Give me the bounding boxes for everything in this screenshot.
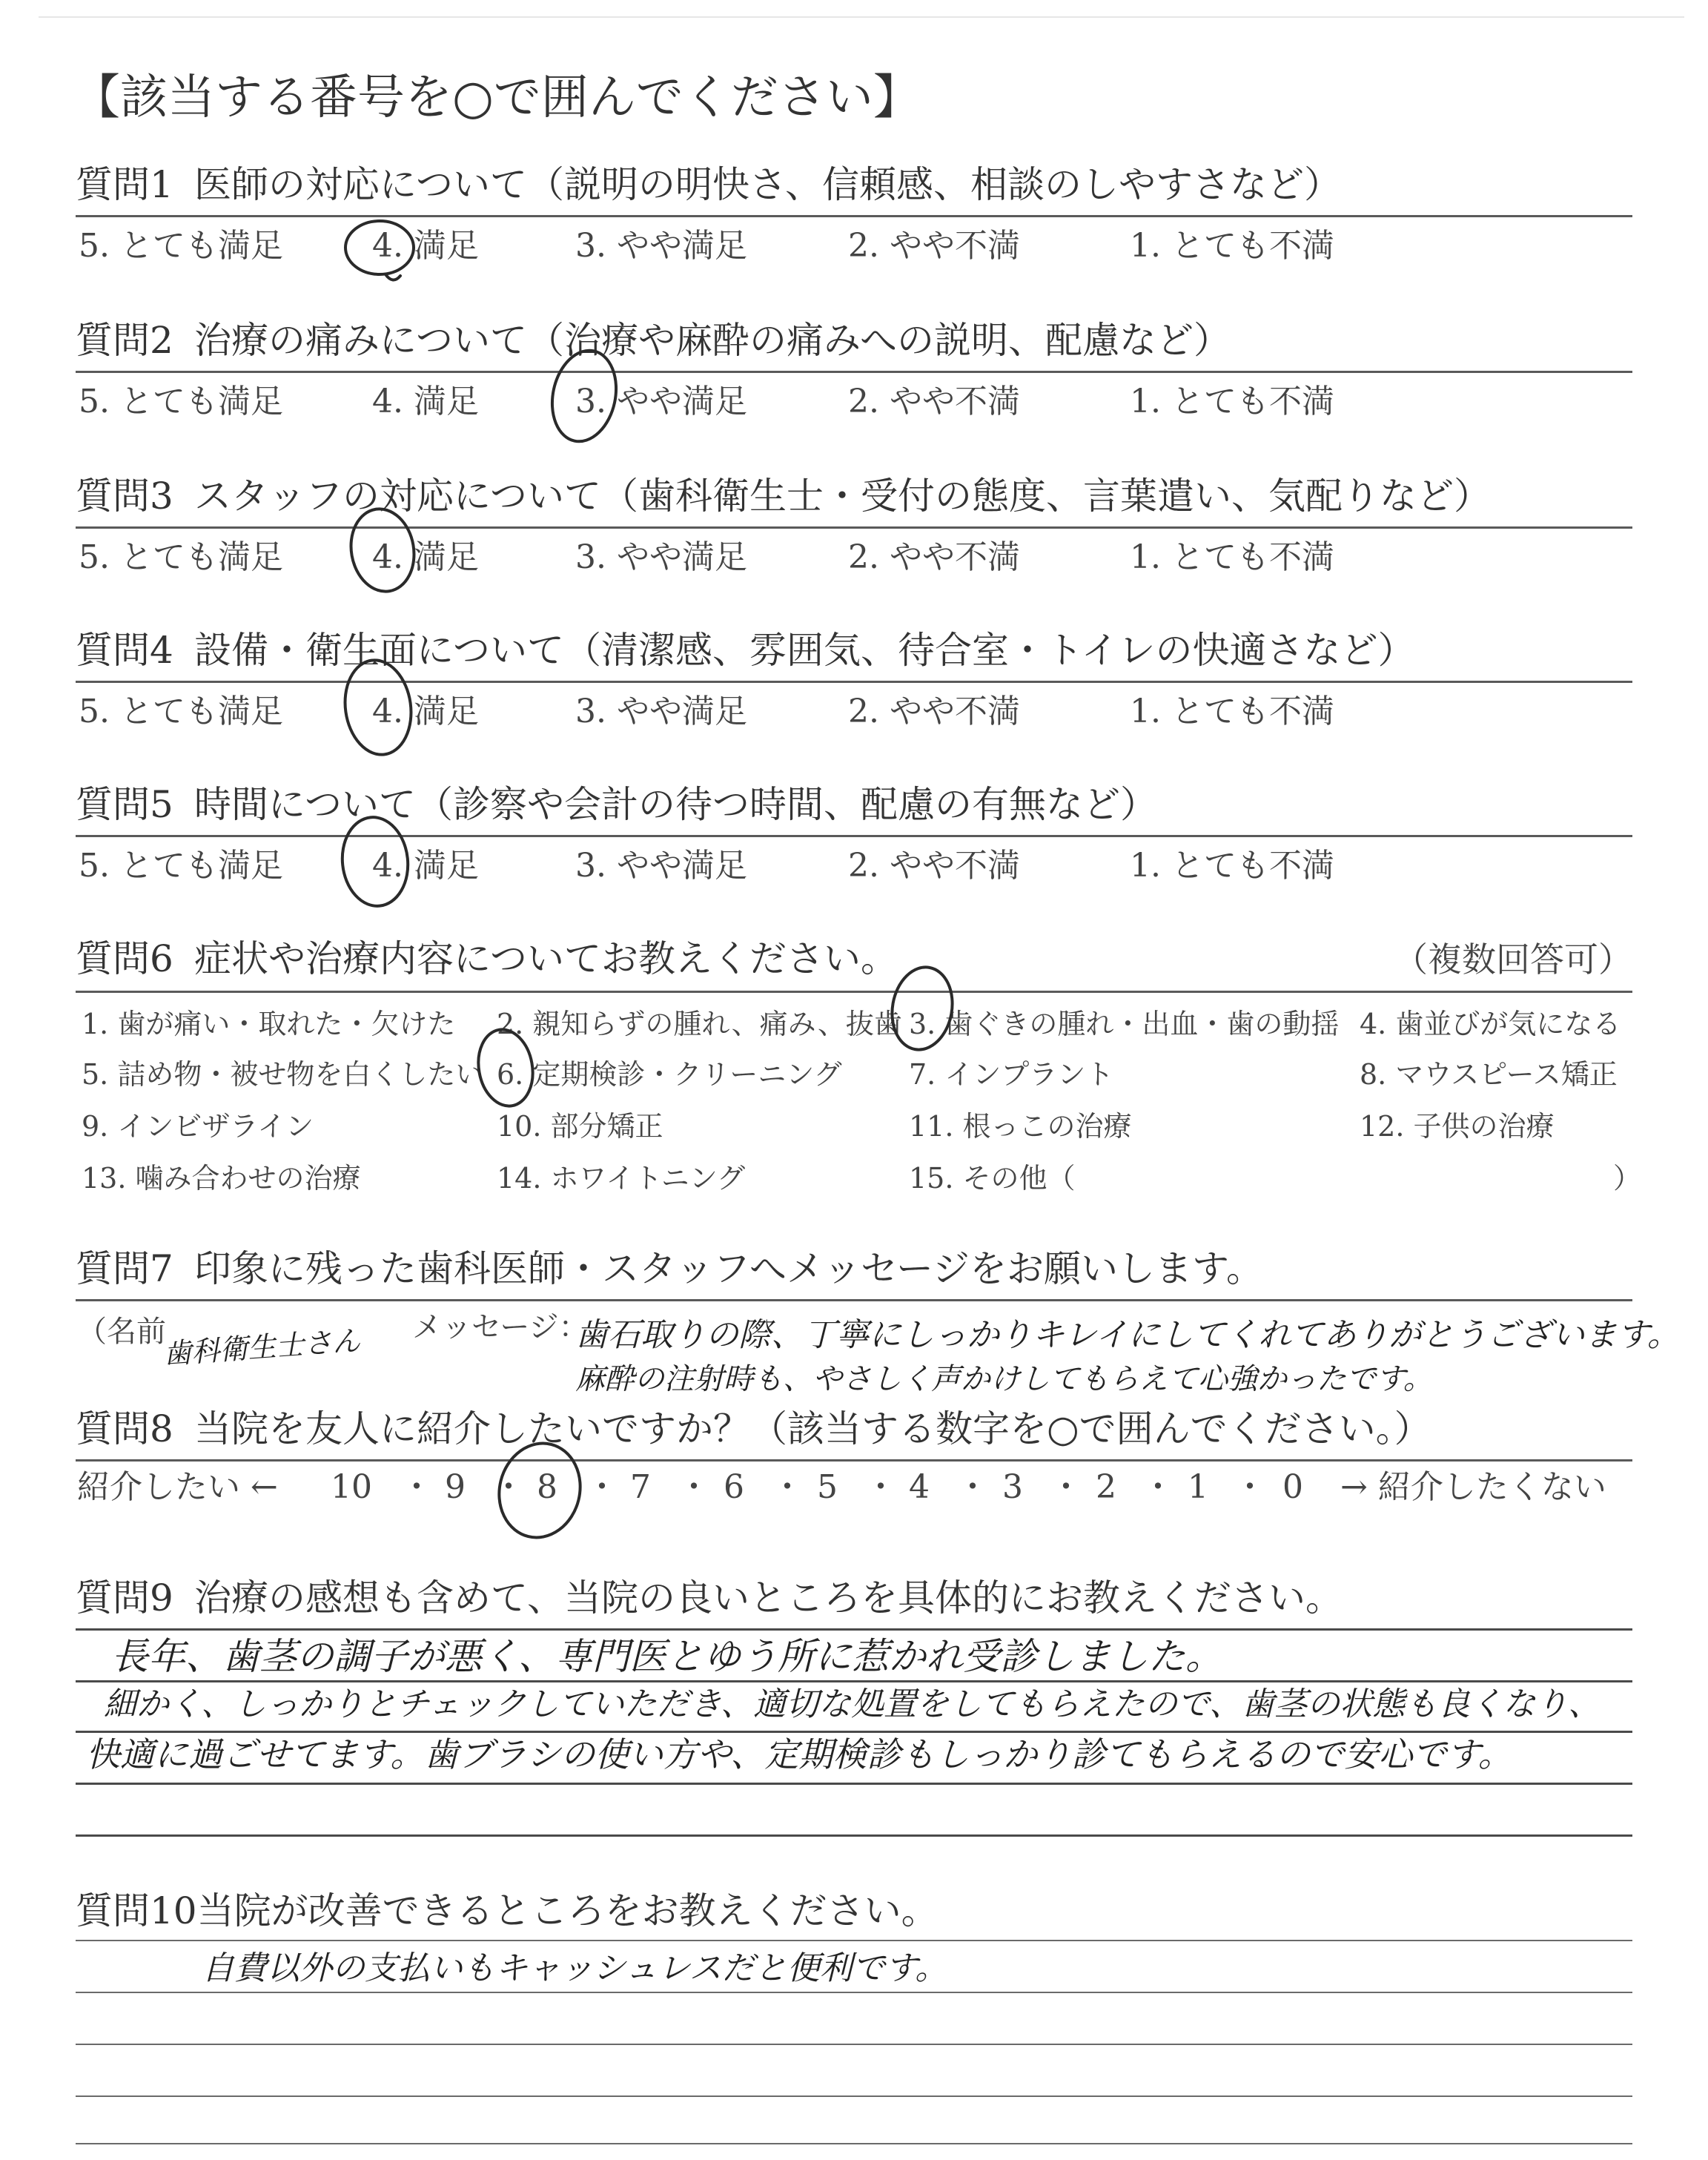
question-text: 印象に残った歯科医師・スタッフへメッセージをお願いします。	[194, 1247, 1263, 1290]
q3-option-3[interactable]: 3. やや満足	[575, 538, 747, 576]
q9-answer-line-2[interactable]: 細かく、しっかりとチェックしていただき、適切な処置をしてもらえたので、歯茎の状態も良くなり、	[104, 1685, 1601, 1723]
q3-option-1[interactable]: 1. とても不満	[1130, 538, 1334, 576]
message-label: メッセージ：	[412, 1310, 589, 1344]
q10-answer-line-1[interactable]: 自費以外の支払いもキャッシュレスだと便利です。	[202, 1949, 948, 1987]
q4-option-5[interactable]: 5. とても満足	[79, 693, 283, 730]
question-text: 医師の対応について（説明の明快さ、信頼感、相談のしやすさなど）	[194, 163, 1341, 206]
question-text: 症状や治療内容についてお教えください。	[194, 937, 898, 980]
q6-option-4[interactable]: 4. 歯並びが気になる	[1360, 1008, 1621, 1040]
scale-dot: ・	[771, 1468, 804, 1506]
q6-option-12[interactable]: 12. 子供の治療	[1360, 1110, 1555, 1143]
q5-option-4[interactable]: 4. 満足	[372, 847, 479, 885]
q1-selection-mark	[345, 221, 414, 274]
q6-option-11[interactable]: 11. 根っこの治療	[909, 1110, 1132, 1143]
recommend-right-label: → 紹介したくない	[1340, 1468, 1606, 1506]
question-label: 質問2	[76, 319, 173, 362]
q1-selection-tail	[385, 274, 400, 280]
q1-option-2[interactable]: 2. やや不満	[848, 227, 1020, 265]
name-label: （名前	[77, 1315, 166, 1349]
form-header: 【該当する番号を○で囲んでください】	[73, 70, 921, 125]
question-label: 質問1	[76, 163, 173, 206]
question-label: 質問7	[76, 1247, 173, 1290]
q6-option-6-mark	[473, 1025, 539, 1111]
q6-option-6[interactable]: 6. 定期検診・クリーニング	[497, 1058, 842, 1091]
q6-option-15-close: ）	[1613, 1162, 1642, 1195]
scale-dot: ・	[400, 1468, 433, 1506]
question-text: 治療の痛みについて（治療や麻酔の痛みへの説明、配慮など）	[194, 319, 1231, 362]
scale-0[interactable]: 0	[1282, 1468, 1303, 1506]
q8-selection-mark	[489, 1435, 590, 1546]
scale-dot: ・	[586, 1468, 618, 1506]
q6-option-14[interactable]: 14. ホワイトニング	[497, 1162, 746, 1195]
question-text: スタッフの対応について（歯科衛生士・受付の態度、言葉遣い、気配りなど）	[194, 475, 1491, 518]
q4-selection-mark	[340, 655, 417, 759]
q6-option-15[interactable]: 15. その他（	[909, 1162, 1076, 1195]
message-line-1[interactable]: 歯石取りの際、丁寧にしっかりキレイにしてくれてありがとうございます。	[575, 1316, 1680, 1354]
q6-option-3[interactable]: 3. 歯ぐきの腫れ・出血・歯の動揺	[909, 1008, 1340, 1040]
q1-option-1[interactable]: 1. とても不満	[1130, 227, 1334, 265]
scale-dot: ・	[678, 1468, 710, 1506]
question-label: 質問4	[76, 629, 173, 672]
q6-option-8[interactable]: 8. マウスピース矯正	[1360, 1058, 1618, 1091]
q6-option-10[interactable]: 10. 部分矯正	[497, 1110, 663, 1143]
scale-dot: ・	[956, 1468, 989, 1506]
scale-4[interactable]: 4	[909, 1468, 930, 1506]
name-value[interactable]: 歯科衛生士さん	[162, 1324, 362, 1371]
question-text: 時間について（診察や会計の待つ時間、配慮の有無など）	[194, 783, 1157, 826]
q1-option-5[interactable]: 5. とても満足	[79, 227, 283, 265]
q3-option-2[interactable]: 2. やや不満	[848, 538, 1020, 576]
q6-option-2[interactable]: 2. 親知らずの腫れ、痛み、抜歯	[497, 1008, 902, 1040]
q3-option-5[interactable]: 5. とても満足	[79, 538, 283, 576]
question-label: 質問5	[76, 783, 173, 826]
recommend-left-label: 紹介したい ←	[77, 1468, 278, 1506]
scale-2[interactable]: 2	[1096, 1468, 1116, 1506]
question-label: 質問6	[76, 937, 173, 980]
q6-option-9[interactable]: 9. インビザライン	[82, 1110, 314, 1143]
q3-option-4[interactable]: 4. 満足	[372, 538, 479, 576]
scale-7[interactable]: 7	[630, 1468, 651, 1506]
q2-option-1[interactable]: 1. とても不満	[1130, 383, 1334, 420]
q2-option-2[interactable]: 2. やや不満	[848, 383, 1020, 420]
q2-option-4[interactable]: 4. 満足	[372, 383, 479, 420]
q1-option-4[interactable]: 4. 満足	[372, 227, 479, 265]
scale-6[interactable]: 6	[724, 1468, 744, 1506]
question-label: 質問8	[76, 1407, 173, 1450]
q6-option-5[interactable]: 5. 詰め物・被せ物を白くしたい	[82, 1058, 484, 1091]
scale-dot: ・	[864, 1468, 897, 1506]
q6-option-1[interactable]: 1. 歯が痛い・取れた・欠けた	[82, 1008, 456, 1040]
q4-option-3[interactable]: 3. やや満足	[575, 693, 747, 730]
scale-dot: ・	[1234, 1468, 1266, 1506]
question-text: 設備・衛生面について（清潔感、雰囲気、待合室・トイレの快適さなど）	[194, 629, 1415, 672]
q6-option-7[interactable]: 7. インプラント	[909, 1058, 1114, 1091]
question-text: 治療の感想も含めて、当院の良いところを具体的にお教えください。	[194, 1576, 1343, 1619]
q2-selection-mark	[544, 345, 624, 448]
question-label: 質問10	[76, 1889, 197, 1932]
q6-option-13[interactable]: 13. 噛み合わせの治療	[82, 1162, 361, 1195]
q2-option-5[interactable]: 5. とても満足	[79, 383, 283, 420]
q4-option-1[interactable]: 1. とても不満	[1130, 693, 1334, 730]
scale-8[interactable]: 8	[537, 1468, 557, 1506]
scale-10[interactable]: 10	[331, 1468, 372, 1506]
question-label: 質問3	[76, 475, 173, 518]
q3-selection-mark	[345, 504, 420, 597]
q5-option-2[interactable]: 2. やや不満	[848, 847, 1020, 885]
q4-option-4[interactable]: 4. 満足	[372, 693, 479, 730]
scale-dot: ・	[1050, 1468, 1082, 1506]
question-label: 質問9	[76, 1576, 173, 1619]
q4-option-2[interactable]: 2. やや不満	[848, 693, 1020, 730]
scale-5[interactable]: 5	[817, 1468, 838, 1506]
q9-answer-line-1[interactable]: 長年、歯茎の調子が悪く、専門医とゆう所に惹かれ受診しました。	[111, 1635, 1222, 1678]
message-line-2[interactable]: 麻酔の注射時も、やさしく声かけしてもらえて心強かったです。	[575, 1362, 1433, 1396]
question-text: 当院が改善できるところをお教えください。	[196, 1889, 939, 1932]
q5-option-3[interactable]: 3. やや満足	[575, 847, 747, 885]
q6-option-3-mark	[886, 962, 959, 1054]
q5-option-1[interactable]: 1. とても不満	[1130, 847, 1334, 885]
q5-selection-mark	[338, 814, 412, 910]
q1-option-3[interactable]: 3. やや満足	[575, 227, 747, 265]
multiple-answer-note: （複数回答可）	[1394, 939, 1632, 980]
q2-option-3[interactable]: 3. やや満足	[575, 383, 747, 420]
scale-dot: ・	[492, 1468, 525, 1506]
scale-1[interactable]: 1	[1188, 1468, 1208, 1506]
q5-option-5[interactable]: 5. とても満足	[79, 847, 283, 885]
q9-answer-line-3[interactable]: 快適に過ごせてます。歯ブラシの使い方や、定期検診もしっかり診てもらえるので安心です。	[86, 1734, 1512, 1774]
question-text: 当院を友人に紹介したいですか？（該当する数字を○で囲んでください。）	[194, 1407, 1431, 1450]
scale-3[interactable]: 3	[1002, 1468, 1023, 1506]
scale-9[interactable]: 9	[445, 1468, 466, 1506]
scale-dot: ・	[1142, 1468, 1174, 1506]
